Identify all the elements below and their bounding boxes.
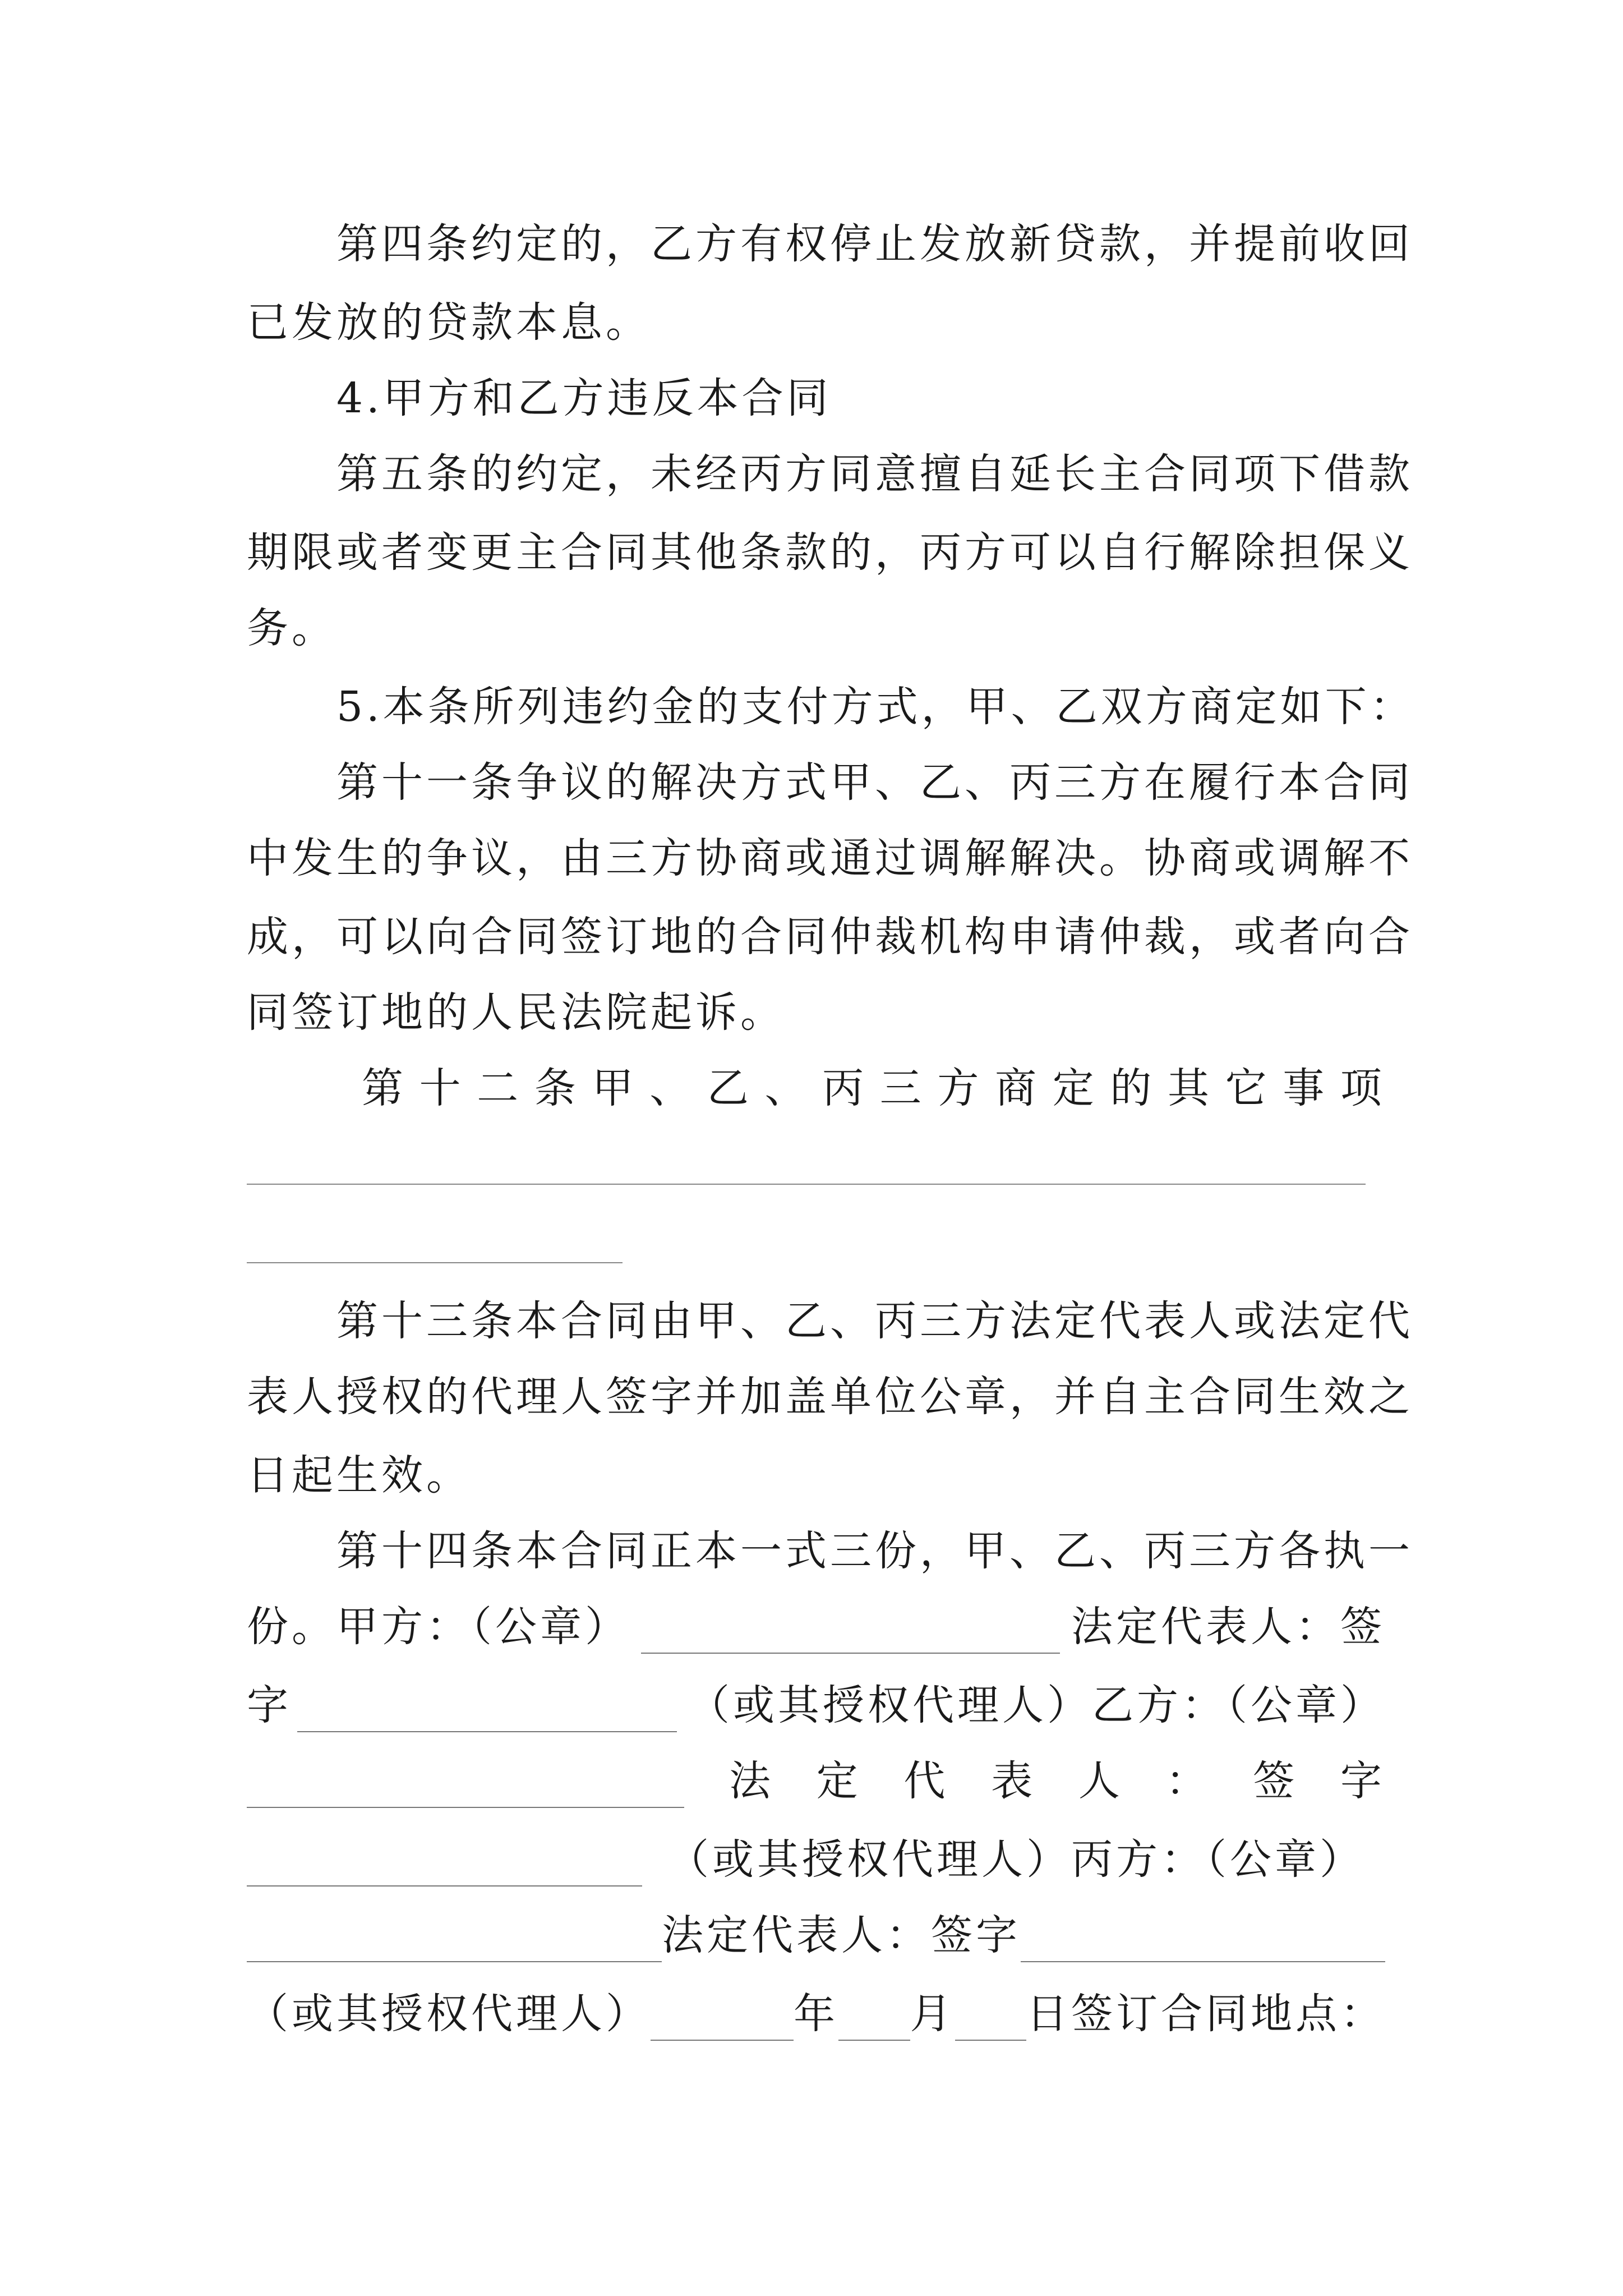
fill-in-rule (247, 1184, 1366, 1185)
party-c-label: （或其授权代理人）丙方：（公章） (667, 1835, 1364, 1884)
paragraph-line: 已发放的贷款本息。 (247, 298, 651, 347)
party-b-seal-blank (247, 1762, 684, 1808)
spaced-character: 项 (1340, 1064, 1385, 1112)
legal-rep-label: 法定代表人：签 (1071, 1603, 1385, 1651)
signature-line-party-c (247, 1820, 1385, 1899)
legal-rep-sign-spaced (729, 1742, 1385, 1820)
spaced-character: 法 (729, 1757, 774, 1805)
paragraph-line: 成，可以向合同签订地的合同仲裁机构申请仲裁，或者向合 (247, 913, 1413, 961)
paragraph-line: 务。 (247, 604, 336, 652)
year-blank (651, 1995, 794, 2041)
spaced-clause-line (362, 1049, 1385, 1128)
spaced-character: 、 (764, 1064, 810, 1112)
day-label: 日签订合同地点： (1026, 1990, 1385, 2038)
spaced-character: 二 (477, 1064, 522, 1112)
month-label: 月 (910, 1990, 955, 2038)
party-c-seal-blank (247, 1916, 662, 1962)
spaced-character: 条 (534, 1064, 579, 1112)
signature-line-legal-rep-c (247, 1896, 1385, 1975)
party-a-seal-blank (641, 1608, 1060, 1654)
spaced-character: 的 (1110, 1064, 1155, 1112)
paragraph-line: 第十四条本合同正本一式三份，甲、乙、丙三方各执一 (336, 1527, 1413, 1575)
spaced-character: 定 (816, 1757, 861, 1805)
spaced-character: 人 (1078, 1757, 1123, 1805)
signature-line-legal-rep-b (247, 1742, 1385, 1820)
paragraph-line: 期限或者变更主合同其他条款的，丙方可以自行解除担保义 (247, 528, 1413, 577)
paragraph-line: 表人授权的代理人签字并加盖单位公章，并自主合同生效之 (247, 1373, 1413, 1421)
paragraph-line: 中发生的争议，由三方协商或通过调解解决。协商或调解不 (247, 834, 1413, 882)
spaced-character: 事 (1283, 1064, 1328, 1112)
spaced-character: 字 (1340, 1757, 1385, 1805)
spaced-character: 丙 (822, 1064, 868, 1112)
paragraph-line: 第十三条本合同由甲、乙、丙三方法定代表人或法定代 (336, 1297, 1413, 1345)
paragraph-line: 第五条的约定，未经丙方同意擅自延长主合同项下借款 (336, 450, 1413, 498)
party-c-signature-blank (1021, 1916, 1385, 1962)
sign-label: 字 (247, 1681, 292, 1729)
spaced-character: 乙 (707, 1064, 752, 1112)
spaced-character: 三 (879, 1064, 925, 1112)
party-a-signature-blank (297, 1686, 677, 1732)
month-blank (838, 1995, 910, 2041)
party-a-label: 份。甲方：（公章） (247, 1603, 630, 1651)
fill-in-rule (247, 1262, 623, 1263)
spaced-character: 十 (419, 1064, 464, 1112)
spaced-character: 定 (1052, 1064, 1098, 1112)
spaced-character: 其 (1167, 1064, 1212, 1112)
spaced-character: 它 (1225, 1064, 1270, 1112)
paragraph-line: 日起生效。 (247, 1451, 471, 1499)
signature-line-party-b (247, 1666, 1385, 1745)
spaced-character: 签 (1253, 1757, 1298, 1805)
day-blank (955, 1995, 1027, 2041)
spaced-character: ： (1165, 1757, 1211, 1805)
legal-rep-sign-label: 法定代表人：签字 (662, 1911, 1021, 1959)
paragraph-line: 同签订地的人民法院起诉。 (247, 988, 785, 1037)
paragraph-line: 5.本条所列违约金的支付方式，甲、乙双方商定如下： (336, 683, 1415, 731)
paragraph-line: 第十一条争议的解决方式甲、乙、丙三方在履行本合同 (336, 758, 1413, 807)
spaced-character: 第 (362, 1064, 407, 1112)
signature-line-date (247, 1975, 1385, 2053)
paragraph-line: 4.甲方和乙方违反本合同 (336, 374, 832, 422)
party-b-signature-blank (247, 1841, 642, 1887)
paragraph-line: 第四条约定的，乙方有权停止发放新贷款，并提前收回 (336, 220, 1413, 268)
agent-label: （或其授权代理人） (247, 1990, 651, 2038)
party-b-label: （或其授权代理人）乙方：（公章） (688, 1681, 1385, 1729)
spaced-character: 表 (991, 1757, 1036, 1805)
spaced-character: 商 (995, 1064, 1040, 1112)
year-label: 年 (794, 1990, 838, 2038)
spaced-character: 、 (649, 1064, 695, 1112)
spaced-character: 甲 (592, 1064, 637, 1112)
spaced-character: 代 (903, 1757, 949, 1805)
signature-line-party-a (247, 1588, 1385, 1666)
spaced-character: 方 (937, 1064, 983, 1112)
